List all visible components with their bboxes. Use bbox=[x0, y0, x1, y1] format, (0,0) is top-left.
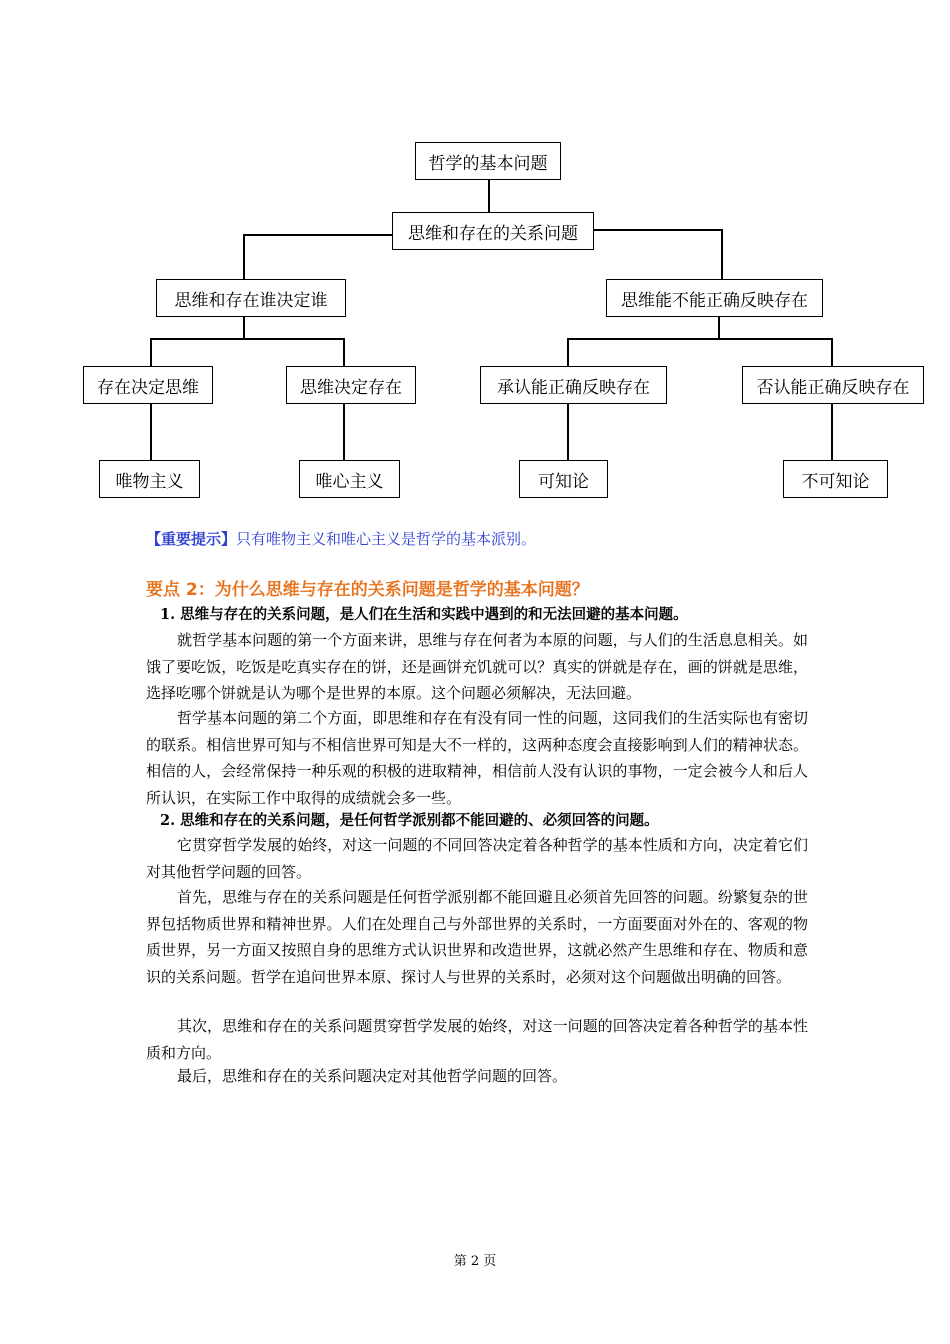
node-materialism: 唯物主义 bbox=[99, 460, 200, 498]
connector-line bbox=[150, 403, 152, 461]
connector-line bbox=[567, 338, 832, 340]
connector-line bbox=[343, 338, 345, 367]
tip-text: 只有唯物主义和唯心主义是哲学的基本派别。 bbox=[236, 530, 537, 548]
connector-line bbox=[150, 338, 344, 340]
node-agnosticism: 不可知论 bbox=[783, 460, 888, 498]
node-thinking-being-relation: 思维和存在的关系问题 bbox=[392, 212, 594, 250]
connector-line bbox=[567, 403, 569, 461]
node-which-determines: 思维和存在谁决定谁 bbox=[156, 279, 346, 317]
paragraph-4: 首先，思维与存在的关系问题是任何哲学派别都不能回避且必须首先回答的问题。纷繁复杂的世界包括物质世界和精神世界。人们在处理自己与外部世界的关系时，一方面要面对外在的、客观的物质世界，另一方面又按照自身的思维方式认识世界和改造世界，这就必然产生思维和存在、物质和意识的关系问题。哲学在追问世界本原、探讨人与世界的关系时，必须对这个问题做出明确的回答。 bbox=[146, 888, 808, 986]
connector-line bbox=[718, 316, 720, 338]
connector-line bbox=[831, 403, 833, 461]
paragraph-5: 其次，思维和存在的关系问题贯穿哲学发展的始终，对这一问题的回答决定着各种哲学的基本性质和方向。 bbox=[146, 1017, 808, 1062]
page-number: 第 2 页 bbox=[453, 1254, 497, 1269]
node-idealism: 唯心主义 bbox=[299, 460, 400, 498]
concept-tree-diagram bbox=[0, 0, 950, 520]
node-deny-reflection: 否认能正确反映存在 bbox=[742, 366, 924, 404]
connector-line bbox=[150, 338, 152, 367]
paragraph-2: 哲学基本问题的第二个方面，即思维和存在有没有同一性的问题，这同我们的生活实际也有密切的联系。相信世界可知与不相信世界可知是大不一样的，这两种态度会直接影响到人们的精神状态。相信的人，会经常保持一种乐观的积极的进取精神，相信前人没有认识的事物，一定会被今人和后人所认识，在实际工作中取得的成绩就会多一些。 bbox=[146, 709, 808, 807]
tip-label: 【重要提示】 bbox=[146, 530, 237, 548]
paragraph-3: 它贯穿哲学发展的始终，对这一问题的不同回答决定着各种哲学的基本性质和方向，决定着它们对其他哲学问题的回答。 bbox=[146, 836, 808, 881]
node-can-reflect: 思维能不能正确反映存在 bbox=[606, 279, 823, 317]
connector-line bbox=[243, 234, 393, 236]
paragraph-1: 就哲学基本问题的第一个方面来讲，思维与存在何者为本原的问题，与人们的生活息息相关。如饿了要吃饭，吃饭是吃真实存在的饼，还是画饼充饥就可以？真实的饼就是存在，画的饼就是思维，选择吃哪个饼就是认为哪个是世界的本原。这个问题必须解决，无法回避。 bbox=[146, 631, 808, 702]
subheading-2: 2. 思维和存在的关系问题，是任何哲学派别都不能回避的、必须回答的问题。 bbox=[160, 812, 659, 829]
node-being-determines-thinking: 存在决定思维 bbox=[83, 366, 213, 404]
connector-line bbox=[721, 229, 723, 280]
paragraph-6: 最后，思维和存在的关系问题决定对其他哲学问题的回答。 bbox=[177, 1067, 568, 1085]
important-tip bbox=[146, 528, 536, 549]
connector-line bbox=[488, 179, 490, 213]
connector-line bbox=[243, 316, 245, 338]
subheading-1: 1. 思维与存在的关系问题，是人们在生活和实践中遇到的和无法回避的基本问题。 bbox=[160, 606, 688, 623]
connector-line bbox=[243, 234, 245, 280]
node-affirm-reflection: 承认能正确反映存在 bbox=[480, 366, 667, 404]
node-thinking-determines-being: 思维决定存在 bbox=[286, 366, 416, 404]
node-agnostic-opposite: 可知论 bbox=[519, 460, 608, 498]
connector-line bbox=[831, 338, 833, 367]
connector-line bbox=[567, 338, 569, 367]
node-root: 哲学的基本问题 bbox=[415, 142, 561, 180]
connector-line bbox=[593, 229, 722, 231]
section-heading: 要点 2：为什么思维与存在的关系问题是哲学的基本问题？ bbox=[146, 580, 589, 600]
connector-line bbox=[343, 403, 345, 461]
